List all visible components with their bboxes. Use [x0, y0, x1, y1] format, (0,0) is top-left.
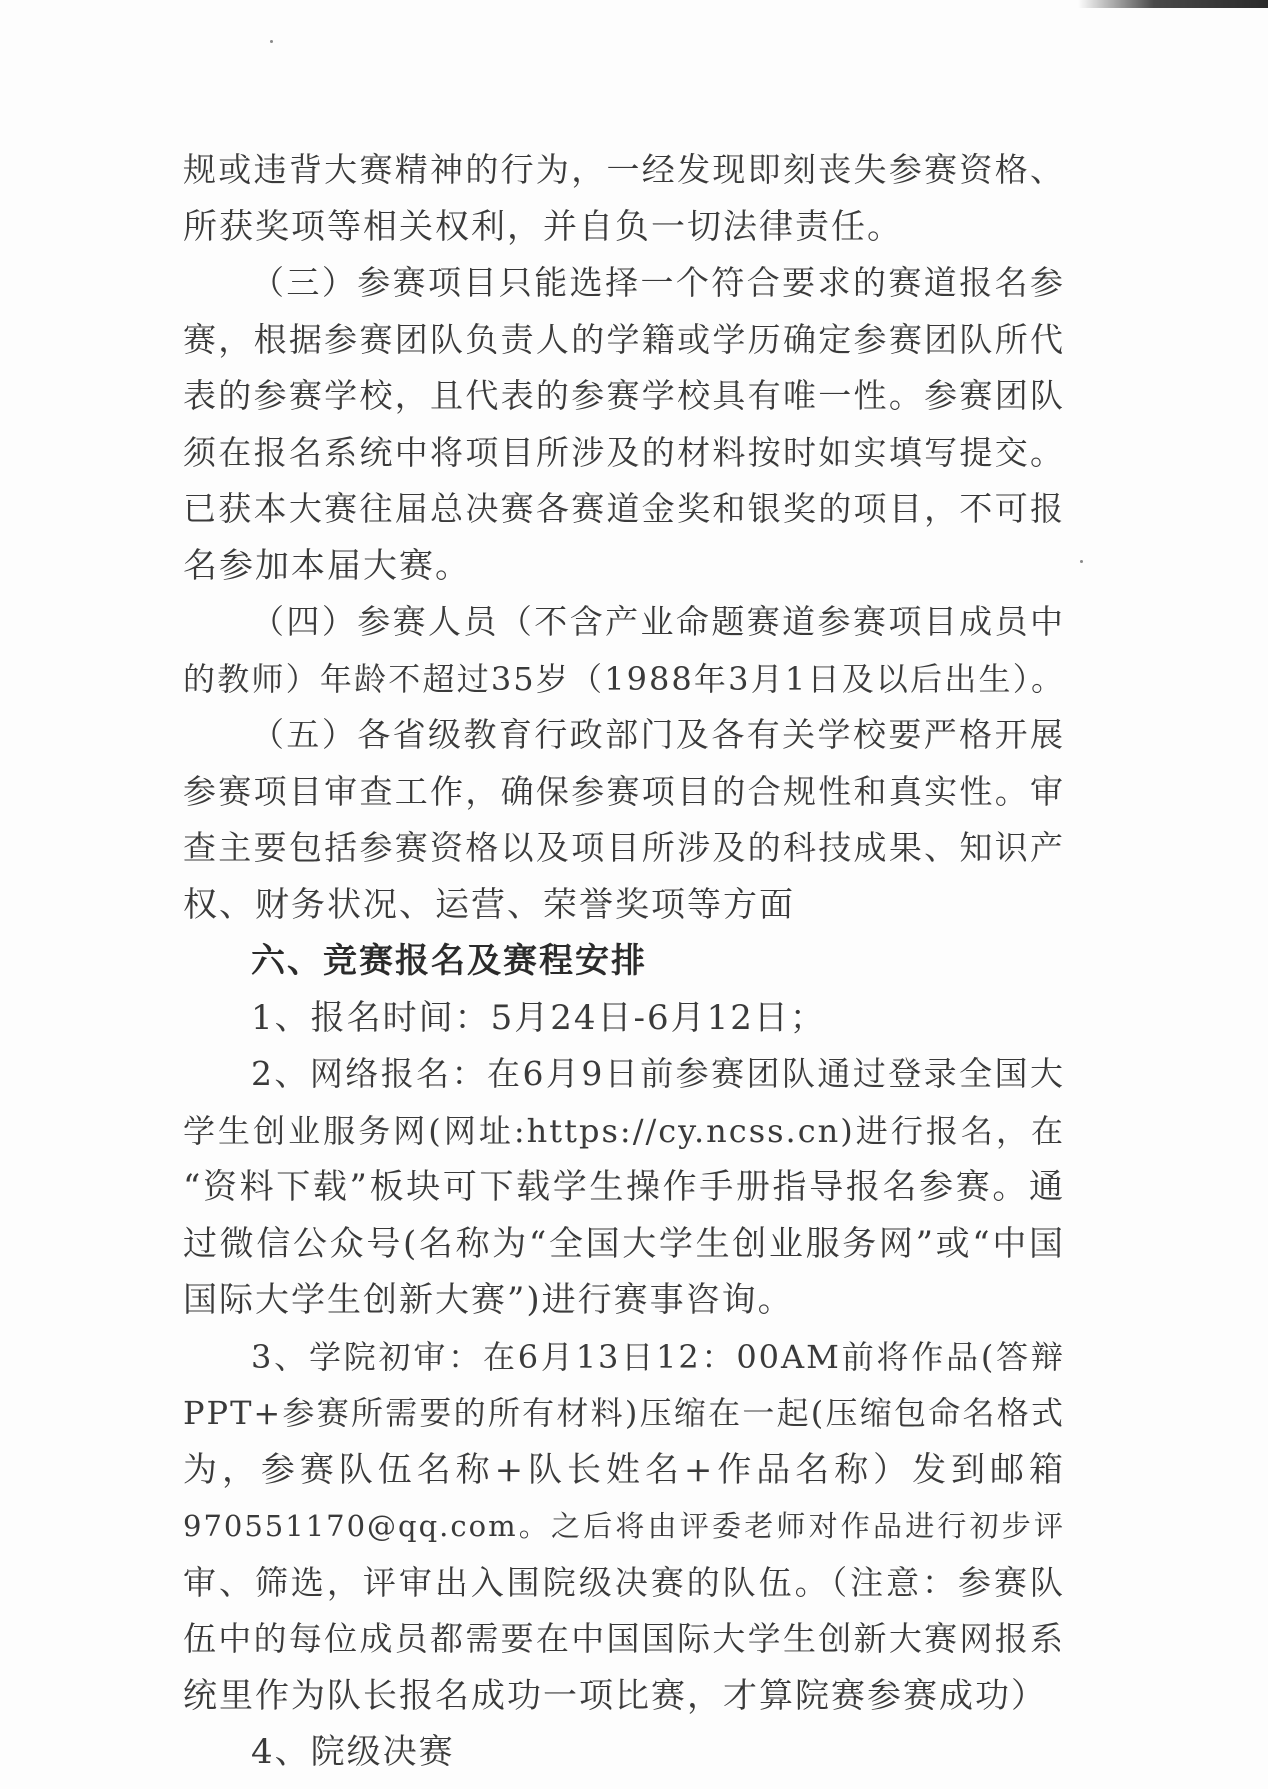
text-line: 规或违背大赛精神的行为，一经发现即刻丧失参赛资格、	[183, 150, 1065, 189]
text-line: 查主要包括参赛资格以及项目所涉及的科技成果、知识产	[183, 828, 1065, 867]
text-line: 970551170@qq.com。之后将由评委老师对作品进行初步评	[183, 1509, 1065, 1543]
text-line: 过微信公众号(名称为“全国大学生创业服务网”或“中国	[183, 1223, 1065, 1264]
text-line: （四）参赛人员（不含产业命题赛道参赛项目成员中	[251, 602, 1065, 641]
scan-speck	[270, 40, 273, 43]
text-line: 表的参赛学校，且代表的参赛学校具有唯一性。参赛团队	[183, 376, 1065, 415]
text-line: 学生创业服务网(网址:https://cy.ncss.cn)进行报名，在	[183, 1111, 1065, 1150]
text-line: （五）各省级教育行政部门及各有关学校要严格开展	[251, 715, 1065, 754]
text-line: 参赛项目审查工作，确保参赛项目的合规性和真实性。审	[183, 771, 1065, 811]
text-line: 的教师）年龄不超过35岁（1988年3月1日及以后出生）。	[183, 659, 1065, 698]
scan-speck	[1080, 560, 1083, 563]
text-line: （三）参赛项目只能选择一个符合要求的赛道报名参	[251, 263, 1065, 302]
text-line: 国际大学生创新大赛”)进行赛事咨询。	[183, 1280, 794, 1320]
text-line: 4、院级决赛	[251, 1732, 455, 1772]
text-line: 所获奖项等相关权利，并自负一切法律责任。	[183, 206, 903, 247]
text-line: 1、报名时间：5月24日-6月12日；	[251, 997, 826, 1038]
text-line: 统里作为队长报名成功一项比赛，才算院赛参赛成功）	[183, 1675, 1047, 1716]
document-body	[183, 142, 1065, 1781]
text-line: 2、网络报名：在6月9日前参赛团队通过登录全国大	[251, 1054, 1065, 1093]
text-line: 3、学院初审：在6月13日12：00AM前将作品(答辩	[251, 1337, 1065, 1376]
text-line: “资料下载”板块可下载学生操作手册指导报名参赛。通	[183, 1167, 1065, 1207]
text-line: 审、筛选，评审出入围院级决赛的队伍。（注意：参赛队	[183, 1562, 1065, 1602]
text-line: 名参加本届大赛。	[183, 545, 471, 586]
text-line: 已获本大赛往届总决赛各赛道金奖和银奖的项目，不可报	[183, 489, 1065, 528]
text-line: 须在报名系统中将项目所涉及的材料按时如实填写提交。	[183, 432, 1065, 472]
section-heading: 六、竞赛报名及赛程安排	[251, 941, 647, 981]
text-line: 为，参赛队伍名称+队长姓名+作品名称）发到邮箱	[183, 1449, 1065, 1490]
text-line: 权、财务状况、运营、荣誉奖项等方面	[183, 884, 795, 925]
text-line: 赛，根据参赛团队负责人的学籍或学历确定参赛团队所代	[183, 319, 1065, 359]
text-line: PPT+参赛所需要的所有材料)压缩在一起(压缩包命名格式	[183, 1394, 1065, 1432]
text-line: 伍中的每位成员都需要在中国国际大学生创新大赛网报系	[183, 1619, 1065, 1658]
scan-edge-mark	[1078, 0, 1268, 8]
